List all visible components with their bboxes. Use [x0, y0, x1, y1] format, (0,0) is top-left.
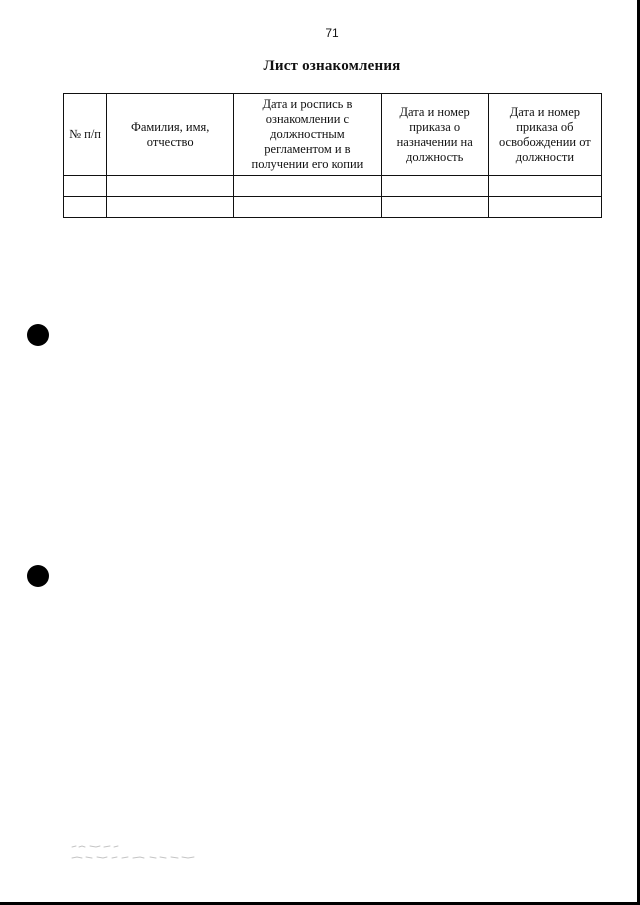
header-dismissal-order: Дата и номер приказа об освобождении от должности [488, 94, 601, 176]
table-cell[interactable] [381, 176, 488, 197]
punch-hole [27, 324, 49, 346]
table-header-row [64, 94, 602, 176]
table-row [64, 197, 602, 218]
table-cell[interactable] [234, 176, 381, 197]
table-cell[interactable] [381, 197, 488, 218]
faint-stamp [70, 842, 200, 864]
page-number: 71 [325, 26, 339, 40]
table-cell[interactable] [488, 176, 601, 197]
table-cell[interactable] [488, 197, 601, 218]
header-number: № п/п [64, 94, 107, 176]
header-appointment-order: Дата и номер приказа о назначении на должность [381, 94, 488, 176]
punch-hole [27, 565, 49, 587]
page-title: Лист ознакомления [263, 58, 401, 74]
table-cell[interactable] [64, 197, 107, 218]
header-signature-date: Дата и роспись в ознакомлении с должностным регламентом и в получении его копии [234, 94, 381, 176]
acknowledgement-table [63, 93, 602, 218]
table-cell[interactable] [64, 176, 107, 197]
table-cell[interactable] [107, 197, 234, 218]
table-cell[interactable] [234, 197, 381, 218]
table-row [64, 176, 602, 197]
header-full-name: Фамилия, имя, отчество [107, 94, 234, 176]
table-cell[interactable] [107, 176, 234, 197]
